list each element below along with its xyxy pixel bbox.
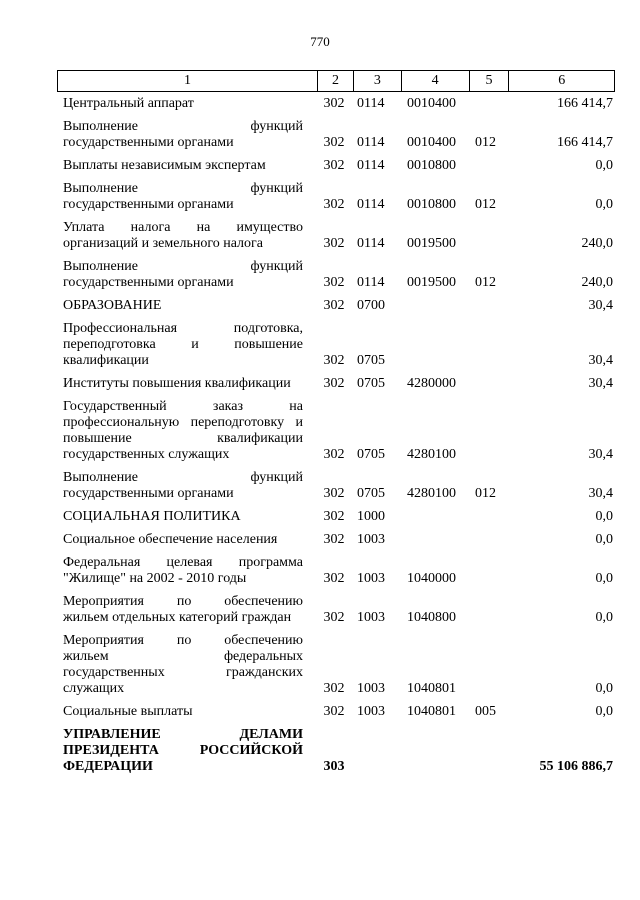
row-name-line: СОЦИАЛЬНАЯ ПОЛИТИКА <box>63 509 241 524</box>
row-name-line: ОБРАЗОВАНИЕ <box>63 298 162 313</box>
row-cell-c4: 0010400 <box>407 135 456 150</box>
row-name-line: жильем федеральных <box>63 649 303 664</box>
row-cell-c6: 0,0 <box>595 610 613 625</box>
row-cell-c2: 302 <box>323 96 345 111</box>
row-name-line: государственными органами <box>63 486 234 501</box>
row-name-line: переподготовка и повышение <box>63 337 303 352</box>
row-cell-c4: 1040801 <box>407 681 456 696</box>
table-row <box>57 376 615 392</box>
table-row <box>57 509 615 525</box>
page-number: 770 <box>310 34 330 49</box>
row-cell-c3: 0114 <box>357 96 385 111</box>
row-name-line: государственными органами <box>63 135 234 150</box>
row-cell-c2: 302 <box>323 486 345 501</box>
row-name <box>57 181 309 213</box>
row-name-line: Государственный заказ на <box>63 399 303 414</box>
row-cell-c3: 1003 <box>357 571 385 586</box>
row-cell-c2: 302 <box>323 236 345 251</box>
table-header <box>57 70 615 92</box>
row-name-line: Выполнение функций <box>63 181 303 196</box>
row-cell-c2: 302 <box>323 571 345 586</box>
row-name-line: Институты повышения квалификации <box>63 376 291 391</box>
row-cell-c6: 166 414,7 <box>557 96 613 111</box>
row-cell-c2: 302 <box>323 376 345 391</box>
row-name <box>57 399 309 463</box>
row-name <box>57 594 309 626</box>
table-row <box>57 220 615 252</box>
row-cell-c3: 0114 <box>357 275 385 290</box>
row-name <box>57 376 309 392</box>
row-cell-c4: 1040800 <box>407 610 456 625</box>
row-name-line: профессиональную переподготовку и <box>63 415 303 430</box>
row-cell-c4: 1040000 <box>407 571 456 586</box>
row-cell-c2: 302 <box>323 704 345 719</box>
row-cell-c2: 302 <box>323 158 345 173</box>
row-name-line: организаций и земельного налога <box>63 236 263 251</box>
row-name-line: Мероприятия по обеспечению <box>63 633 303 648</box>
row-cell-c4: 1040801 <box>407 704 456 719</box>
table-row <box>57 399 615 463</box>
row-name-line: государственными органами <box>63 197 234 212</box>
row-cell-c3: 0705 <box>357 376 385 391</box>
table-row <box>57 727 615 775</box>
row-cell-c3: 0705 <box>357 486 385 501</box>
table-row <box>57 594 615 626</box>
row-cell-c2: 302 <box>323 275 345 290</box>
row-cell-c6: 30,4 <box>588 298 613 313</box>
row-cell-c5: 012 <box>475 486 496 501</box>
row-cell-c2: 302 <box>323 447 345 462</box>
row-cell-c3: 1003 <box>357 532 385 547</box>
row-cell-c6: 240,0 <box>581 236 613 251</box>
row-cell-c5: 012 <box>475 135 496 150</box>
header-col-6: 6 <box>558 73 566 88</box>
table-row <box>57 119 615 151</box>
row-name-line: Профессиональная подготовка, <box>63 321 303 336</box>
row-name <box>57 321 309 369</box>
row-name-line: Центральный аппарат <box>63 96 194 111</box>
row-name <box>57 509 309 525</box>
row-name <box>57 704 309 720</box>
row-name-line: служащих <box>63 681 125 696</box>
row-name-line: ФЕДЕРАЦИИ <box>63 759 153 774</box>
row-name-line: ПРЕЗИДЕНТА РОССИЙСКОЙ <box>63 743 303 758</box>
row-name-line: УПРАВЛЕНИЕ ДЕЛАМИ <box>63 727 303 742</box>
table-row <box>57 470 615 502</box>
row-cell-c6: 0,0 <box>595 532 613 547</box>
row-cell-c6: 0,0 <box>595 571 613 586</box>
header-col-5: 5 <box>470 71 510 91</box>
header-col-3: 3 <box>354 71 402 91</box>
row-cell-c6: 30,4 <box>588 447 613 462</box>
row-cell-c3: 0114 <box>357 135 385 150</box>
row-cell-c3: 1000 <box>357 509 385 524</box>
row-cell-c4: 4280100 <box>407 447 456 462</box>
row-cell-c2: 302 <box>323 681 345 696</box>
row-cell-c3: 1003 <box>357 610 385 625</box>
row-cell-c3: 0114 <box>357 236 385 251</box>
table-body <box>57 96 615 782</box>
row-cell-c6: 30,4 <box>588 486 613 501</box>
row-name-line: Социальное обеспечение населения <box>63 532 278 547</box>
row-cell-c5: 012 <box>475 275 496 290</box>
row-name <box>57 470 309 502</box>
row-name-line: Выполнение функций <box>63 470 303 485</box>
row-cell-c3: 1003 <box>357 681 385 696</box>
row-cell-c6: 166 414,7 <box>557 135 613 150</box>
row-name <box>57 298 309 314</box>
row-cell-c2: 302 <box>323 353 345 368</box>
row-cell-c4: 4280100 <box>407 486 456 501</box>
row-cell-c6: 55 106 886,7 <box>539 759 613 774</box>
table-row <box>57 704 615 720</box>
row-name <box>57 158 309 174</box>
row-name-line: Выплаты независимым экспертам <box>63 158 266 173</box>
row-cell-c6: 30,4 <box>588 353 613 368</box>
table-row <box>57 321 615 369</box>
table-row <box>57 96 615 112</box>
row-cell-c5: 005 <box>475 704 496 719</box>
row-cell-c3: 1003 <box>357 704 385 719</box>
row-cell-c4: 0019500 <box>407 275 456 290</box>
row-name <box>57 259 309 291</box>
row-cell-c6: 0,0 <box>595 197 613 212</box>
row-name <box>57 555 309 587</box>
row-name-line: Социальные выплаты <box>63 704 193 719</box>
row-cell-c3: 0114 <box>357 197 385 212</box>
row-cell-c4: 0010400 <box>407 96 456 111</box>
row-name-line: Выполнение функций <box>63 119 303 134</box>
row-cell-c6: 0,0 <box>595 704 613 719</box>
row-name-line: государственных гражданских <box>63 665 303 680</box>
row-cell-c3: 0700 <box>357 298 385 313</box>
row-name-line: Выполнение функций <box>63 259 303 274</box>
row-name-line: жильем отдельных категорий граждан <box>63 610 292 625</box>
header-col-1: 1 <box>58 71 318 91</box>
row-name-line: Мероприятия по обеспечению <box>63 594 303 609</box>
row-name-line: Федеральная целевая программа <box>63 555 303 570</box>
table-row <box>57 158 615 174</box>
row-name <box>57 532 309 548</box>
row-name <box>57 119 309 151</box>
row-cell-c3: 0114 <box>357 158 385 173</box>
row-cell-c4: 0010800 <box>407 197 456 212</box>
row-name-line: квалификации <box>63 353 149 368</box>
row-cell-c5: 012 <box>475 197 496 212</box>
row-name-line: государственных служащих <box>63 447 230 462</box>
row-name <box>57 633 309 697</box>
row-cell-c6: 30,4 <box>588 376 613 391</box>
row-name-line: "Жилище" на 2002 - 2010 годы <box>63 571 247 586</box>
row-name-line: повышение квалификации <box>63 431 303 446</box>
row-cell-c2: 302 <box>323 610 345 625</box>
row-name <box>57 96 309 112</box>
row-cell-c4: 0010800 <box>407 158 456 173</box>
table-row <box>57 532 615 548</box>
header-col-2: 2 <box>318 71 354 91</box>
row-cell-c2: 302 <box>323 135 345 150</box>
table-row <box>57 555 615 587</box>
row-cell-c4: 0019500 <box>407 236 456 251</box>
row-cell-c6: 0,0 <box>595 158 613 173</box>
row-cell-c2: 302 <box>323 197 345 212</box>
row-cell-c6: 0,0 <box>595 681 613 696</box>
table-row <box>57 259 615 291</box>
table-row <box>57 633 615 697</box>
table-row <box>57 181 615 213</box>
row-name-line: государственными органами <box>63 275 234 290</box>
table-row <box>57 298 615 314</box>
row-cell-c6: 240,0 <box>581 275 613 290</box>
row-cell-c2: 302 <box>323 532 345 547</box>
row-cell-c6: 0,0 <box>595 509 613 524</box>
row-cell-c3: 0705 <box>357 447 385 462</box>
row-name-line: Уплата налога на имущество <box>63 220 303 235</box>
row-cell-c4: 4280000 <box>407 376 456 391</box>
row-cell-c2: 302 <box>323 298 345 313</box>
header-col-4: 4 <box>402 71 470 91</box>
row-cell-c3: 0705 <box>357 353 385 368</box>
row-name <box>57 727 309 775</box>
row-cell-c2: 303 <box>323 759 345 774</box>
row-name <box>57 220 309 252</box>
row-cell-c2: 302 <box>323 509 345 524</box>
